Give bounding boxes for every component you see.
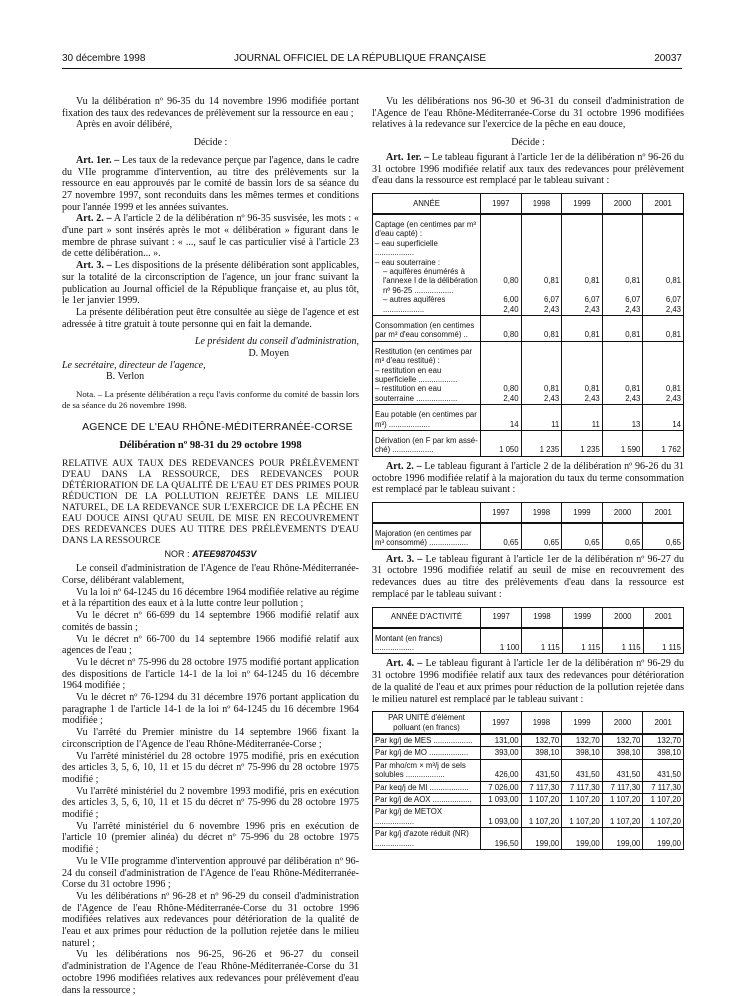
cell-value: 1 107,20 — [643, 806, 684, 828]
row-label: Par kg/j de MO .................. — [373, 747, 481, 759]
row-label: Par keq/j de MI .................. — [373, 781, 481, 793]
consideration-item: Vu le VIIe programme d'intervention approuvé par délibération nº 96-24 du conseil d'administration de l'Agence de l'eau Rhône-Méditerranée-Corse du 31 octobre 1996 ; — [62, 855, 359, 891]
row-label-line: – eau souterraine : — [375, 257, 441, 267]
cell-value: 393,00 — [481, 747, 522, 759]
cell-value-line: 0,81 — [625, 330, 641, 340]
column-header: 1998 — [522, 607, 562, 628]
cell-value-line: 2,43 — [544, 393, 560, 403]
cell-value: 1 093,00 — [481, 806, 522, 828]
column-header: ANNÉE D'ACTIVITÉ — [373, 607, 481, 628]
cell-value — [481, 315, 522, 341]
article-label: Art. 1er. – — [386, 151, 430, 163]
row-label-line: – aquifères énumérés à l'annexe I de la délibération nº 96-25 .................. — [383, 266, 478, 295]
cell-value-line: 0,81 — [625, 384, 641, 394]
row-label — [373, 405, 481, 431]
cell-value: 1 107,20 — [562, 806, 603, 828]
cell-value: 1 115 — [522, 628, 562, 654]
table-row — [373, 431, 684, 457]
article-3 — [372, 554, 684, 601]
column-header: 2000 — [602, 193, 643, 214]
article-text: Le tableau figurant à l'article 1er de la délibération nº 96-29 du 31 octobre 1996 modifiée relatif aux taux des redevances pour détérioration de la qualité de l'eau et aux primes pour réduction de la pollution rejetée dans le milieu naturel est remplacé par le tableau suivant : — [372, 658, 684, 705]
article-label: Art. 2. – — [386, 460, 422, 472]
cell-value — [562, 341, 603, 404]
cell-value: 398,10 — [602, 747, 643, 759]
cell-value — [602, 341, 643, 404]
row-label: Par kg/j de AOX .................. — [373, 794, 481, 806]
cell-value-line: 1 050 — [499, 445, 519, 455]
table-row — [373, 759, 684, 781]
cell-value: 1 107,20 — [602, 794, 643, 806]
running-header — [62, 53, 682, 67]
cell-value-line: 1 235 — [580, 445, 600, 455]
row-label-line: Captage (en centimes par m³ d'eau capté) : — [375, 219, 476, 239]
cell-value — [643, 405, 684, 431]
cell-value-line: 1 590 — [620, 445, 641, 455]
row-label — [373, 214, 481, 316]
cell-value — [602, 405, 643, 431]
cell-value-line: 6,07 — [544, 295, 560, 305]
cell-value-line — [605, 375, 641, 384]
column-header: 1999 — [562, 193, 603, 214]
table-collection-threshold — [372, 607, 684, 655]
nor-value: ATEE9870453V — [192, 548, 257, 559]
cell-value: 199,00 — [643, 828, 684, 850]
cell-value-line: 2,43 — [544, 304, 560, 314]
cell-value — [481, 431, 522, 457]
cell-value-line: 0,81 — [584, 384, 600, 394]
cell-value-line: 0,80 — [503, 276, 519, 286]
cell-value — [643, 214, 684, 316]
column-header: 1999 — [562, 502, 603, 523]
cell-value-line — [524, 286, 560, 295]
cell-value: 1 107,20 — [562, 794, 603, 806]
consideration-item: Vu les délibérations nos 96-25, 96-26 et 96-27 du conseil d'administration de l'Agence de l'eau Rhône-Méditerranée-Corse du 31 octobre 1996 modifiées relatives aux redevances pour prélèvement d'eau dans la ressource ; — [62, 949, 359, 996]
article-label: Art. 3. – — [76, 260, 112, 272]
article-label: Art. 2. – — [76, 213, 112, 225]
cell-value: 431,50 — [521, 759, 562, 781]
cell-value-line: 0,81 — [665, 384, 681, 394]
cell-value-line: 0,80 — [503, 384, 519, 394]
cell-value: 199,00 — [521, 828, 562, 850]
secretary-title-text: Le secrétaire, directeur de l'agence, — [62, 359, 206, 371]
cell-value-line: 11 — [551, 419, 560, 429]
secretary-name: B. Verlon — [106, 371, 145, 383]
row-label-line: Consommation (en centimes par m³ d'eau consommé) .. — [375, 320, 475, 340]
table-header-row — [373, 502, 684, 523]
signatory-name: D. Moyen — [248, 348, 289, 360]
article-text: Les taux de la redevance perçue par l'agence, dans le cadre du VIIe programme d'intervention, au titre des prélèvements sur la ressource en eau approuvés par le comité de bassin lors de sa séance du 27 novembre 1997, sont reconduits dans les mêmes termes et conditions pour l'année 1999 et les années suivantes. — [62, 154, 360, 213]
row-label: Par kg/j de METOX .................. — [373, 806, 481, 828]
table-row — [373, 628, 684, 654]
column-header: PAR UNITÉ d'élément polluant (en francs) — [373, 712, 481, 734]
row-label-line: Eau potable (en centimes par m³) ................... — [375, 410, 477, 429]
row-label-line: – eau superficielle .................. — [375, 238, 438, 258]
cell-value-line: 0,80 — [503, 330, 519, 340]
cell-value — [562, 405, 603, 431]
article-text: A l'article 2 de la délibération nº 96-35 susvisée, les mots : « d'une part » sont insérés après le mot « délibération » figurant dans le membre de phrase suivant : « ..., sauf le cas particulier visé à l'article 23 de cette délibération... ». — [62, 213, 359, 260]
cell-value-line: 0,81 — [544, 276, 560, 286]
cell-value — [602, 315, 643, 341]
column-header: ANNÉE — [373, 193, 481, 214]
cell-value: 1 115 — [603, 628, 643, 654]
cell-value-line: 0,81 — [665, 330, 681, 340]
table-row — [373, 315, 684, 341]
cell-value-line: 6,00 — [503, 295, 519, 305]
cell-value: 0,65 — [481, 523, 522, 549]
consideration-item: Vu l'arrêté ministériel du 28 octobre 1975 modifié, pris en exécution des articles 3, 5, 6, 10, 11 et 15 du décret nº 75-996 du 28 octobre 1975 modifié ; — [62, 750, 359, 785]
cell-value-line — [483, 267, 519, 276]
cell-value-line: 2,43 — [665, 393, 681, 403]
column-header: 1997 — [481, 502, 522, 523]
article-label: Art. 1er. – — [76, 154, 120, 166]
consideration-item: Le conseil d'administration de l'Agence de l'eau Rhône-Méditerranée-Corse, délibérant valablement, — [62, 563, 359, 586]
signatory-title-text: Le président du conseil d'administration, — [194, 336, 359, 348]
row-label — [373, 315, 481, 341]
signatory-title — [62, 336, 359, 348]
consideration-item: Vu l'arrêté ministériel du 2 novembre 1993 modifié, pris en exécution des articles 3, 5, 6, 10, 11 et 15 du décret nº 75-996 du 28 octobre 1975 modifié ; — [62, 785, 359, 821]
consideration-item: Vu les délibérations nº 96-28 et nº 96-29 du conseil d'administration de l'Agence de l'eau Rhône-Méditerranée-Corse du 31 octobre 1996 modifiées relatives aux redevances pour détérioration de la qualité de l'eau et aux primes pour réduction de la pollution rejetée dans le milieu naturel ; — [62, 890, 359, 949]
row-label-line: Restitution (en centimes par m³ d'eau restitué) : — [375, 346, 473, 366]
cell-value-line: 6,07 — [584, 295, 600, 305]
table-header-row — [373, 193, 684, 214]
right-column — [372, 96, 684, 854]
cell-value: 398,10 — [643, 747, 684, 759]
cell-value-line — [483, 286, 519, 295]
column-header: 2001 — [643, 712, 684, 734]
column-header: 2001 — [643, 193, 684, 214]
cell-value-line — [645, 375, 681, 384]
cell-value: 199,00 — [602, 828, 643, 850]
article-text: Les dispositions de la présente délibération sont applicables, sur la totalité de la circonscription de l'agence, un jour franc suivant la publication au Journal officiel de la République française et, au plus tôt, le 1er janvier 1999. — [62, 260, 360, 307]
cell-value-line — [564, 286, 600, 295]
cell-value: 131,00 — [481, 734, 522, 747]
header-page-number: 20037 — [654, 53, 682, 64]
row-label-line: Dérivation (en F par km assé-ché) ................... — [375, 436, 478, 455]
agency-heading: AGENCE DE L'EAU RHÔNE-MÉDITERRANÉE-CORSE — [82, 421, 353, 434]
cell-value-line: 6,07 — [625, 295, 641, 305]
nor-label: NOR : — [164, 548, 193, 559]
cell-value: 0,65 — [602, 523, 643, 549]
consideration-item: Vu le décret nº 75-996 du 28 octobre 1975 modifié portant application des dispositions de l'article 14-1 de la loi nº 64-1245 du 16 décembre 1964 modifiée ; — [62, 656, 359, 692]
paragraph: Vu les délibérations nos 96-30 et 96-31 du conseil d'administration de l'Agence de l'eau Rhône-Méditerranée-Corse du 31 octobre 1996 modifiées relatives à la redevance sur l'exercice de la pêche en eau douce, — [372, 96, 684, 131]
cell-value: 1 093,00 — [481, 794, 522, 806]
column-header: 1997 — [481, 607, 522, 628]
decide-heading: Décide : — [511, 137, 545, 149]
header-journal-title: JOURNAL OFFICIEL DE LA RÉPUBLIQUE FRANÇAISE — [234, 53, 487, 64]
cell-value-line — [605, 267, 641, 276]
cell-value — [643, 341, 684, 404]
table-row — [373, 806, 684, 828]
consideration-item: Vu l'arrêté du Premier ministre du 14 septembre 1966 fixant la circonscription de l'Agence de l'eau Rhône-Méditerranée-Corse ; — [62, 727, 359, 750]
cell-value: 0,65 — [521, 523, 562, 549]
header-rule — [62, 68, 682, 69]
cell-value: 426,00 — [481, 759, 522, 781]
column-header: 1999 — [562, 607, 602, 628]
cell-value: 7 026,00 — [481, 781, 522, 793]
paragraph: Après en avoir délibéré, — [76, 119, 173, 131]
cell-value: 1 107,20 — [521, 794, 562, 806]
cell-value: 398,10 — [562, 747, 603, 759]
row-label: Majoration (en centimes par m³ consommé) .................. — [373, 523, 481, 549]
cell-value-line: 6,07 — [665, 295, 681, 305]
row-label-line: – restitution en eau souterraine ................... — [375, 384, 458, 403]
column-header: 1998 — [521, 193, 562, 214]
cell-value: 7 117,30 — [602, 781, 643, 793]
article-3 — [62, 260, 359, 307]
row-label: Montant (en francs) .................. — [373, 628, 481, 654]
cell-value — [602, 214, 643, 316]
cell-value — [602, 431, 643, 457]
column-header: 1998 — [521, 712, 562, 734]
cell-value-line — [645, 286, 681, 295]
cell-value-line: 2,40 — [503, 393, 519, 403]
cell-value: 431,50 — [602, 759, 643, 781]
considerations-list — [62, 563, 359, 996]
column-header: 2000 — [602, 502, 643, 523]
cell-value-line: 2,43 — [625, 393, 641, 403]
article-2 — [372, 461, 684, 496]
article-text: Le tableau figurant à l'article 1er de la délibération nº 96-26 du 31 octobre 1996 modifiée relatif aux taux des redevances pour prélèvement d'eau dans la ressource est remplacé par le tableau suivant : — [372, 151, 685, 187]
cell-value-line: 0,81 — [544, 384, 560, 394]
cell-value — [481, 214, 522, 316]
cell-value-line: 11 — [591, 419, 600, 429]
cell-value-line — [605, 286, 641, 295]
cell-value: 1 107,20 — [602, 806, 643, 828]
consideration-item: Vu le décret nº 66-700 du 14 septembre 1966 modifié relatif aux agences de l'eau ; — [62, 633, 359, 657]
cell-value: 7 117,30 — [643, 781, 684, 793]
secretary-title — [62, 360, 359, 372]
deliberation-title: Délibération nº 98-31 du 29 octobre 1998 — [119, 439, 302, 451]
table-row — [373, 214, 684, 316]
cell-value: 199,00 — [562, 828, 603, 850]
consideration-item: Vu le décret nº 66-699 du 14 septembre 1966 modifié relatif aux comités de bassin ; — [62, 610, 359, 633]
cell-value — [521, 431, 562, 457]
paragraph: Vu la délibération nº 96-35 du 14 novembre 1996 modifiée portant fixation des taux des redevances de prélèvement sur la ressource en eau ; — [62, 96, 359, 119]
article-1 — [372, 152, 684, 187]
cell-value-line — [524, 375, 560, 384]
cell-value — [521, 405, 562, 431]
cell-value-line: 0,81 — [544, 330, 560, 340]
row-label — [373, 431, 481, 457]
column-header: 2001 — [643, 502, 684, 523]
consideration-item: Vu l'arrêté ministériel du 6 novembre 1996 pris en exécution de l'article 10 (premier alinéa) du décret nº 75-996 du 28 octobre 1975 modifié ; — [62, 820, 359, 856]
cell-value-line: 2,40 — [503, 304, 519, 314]
column-header: 1997 — [481, 712, 522, 734]
row-label: Par mho/cm × m³/j de sels solubles .................. — [373, 759, 481, 781]
cell-value: 132,70 — [521, 734, 562, 747]
table-row — [373, 405, 684, 431]
table-pollution-rates — [372, 711, 684, 850]
article-label: Art. 4. – — [386, 658, 423, 670]
cell-value-line: 0,81 — [625, 276, 641, 286]
cell-value: 1 107,20 — [521, 806, 562, 828]
deliberation-subject: RELATIVE AUX TAUX DES REDEVANCES POUR PRÉLÈVEMENT D'EAU DANS LA RESSOURCE, DES REDEVANCES POUR DÉTÉRIORATION DE LA QUALITÉ DE L'EAU ET DES PRIMES POUR RÉDUCTION DE LA POLLUTION REJETÉE DANS LE MILIEU NATUREL, DE LA REDEVANCE SUR L'EXERCICE DE LA PÊCHE EN EAU DOUCE AINSI QU'AU SEUIL DE MISE EN RECOUVREMENT DES REDEVANCES DUES AU TITRE DES PRÉLÈVEMENTS D'EAU DANS LA RESSOURCE — [62, 457, 359, 546]
consideration-item: Vu la loi nº 64-1245 du 16 décembre 1964 modifiée relative au régime et à la répartition des eaux et à la lutte contre leur pollution ; — [62, 586, 359, 610]
cell-value-line — [564, 267, 600, 276]
column-header — [373, 502, 481, 523]
cell-value — [521, 315, 562, 341]
cell-value: 1 100 — [481, 628, 522, 654]
cell-value-line — [645, 267, 681, 276]
cell-value-line: 0,81 — [584, 330, 600, 340]
cell-value-line — [483, 375, 519, 384]
article-text: Le tableau figurant à l'article 1er de la délibération nº 96-27 du 31 octobre 1996 modifiée relatif au seuil de mise en recouvrement des redevances dues au titre des prélèvements d'eau dans la ressource est remplacé par le tableau suivant : — [372, 553, 684, 600]
column-header: 2000 — [602, 712, 643, 734]
cell-value — [521, 341, 562, 404]
cell-value: 1 107,20 — [643, 794, 684, 806]
cell-value: 0,65 — [562, 523, 603, 549]
table-row — [373, 794, 684, 806]
cell-value — [643, 431, 684, 457]
cell-value — [562, 315, 603, 341]
table-row — [373, 828, 684, 850]
row-label — [373, 341, 481, 404]
cell-value-line: 2,43 — [584, 304, 600, 314]
table-row — [373, 747, 684, 759]
cell-value: 431,50 — [562, 759, 603, 781]
cell-value-line: 14 — [672, 419, 681, 429]
cell-value-line: 13 — [631, 419, 641, 429]
cell-value: 398,10 — [521, 747, 562, 759]
cell-value: 132,70 — [643, 734, 684, 747]
cell-value: 1 115 — [562, 628, 602, 654]
table-consumption-surcharge — [372, 502, 684, 550]
column-header: 1998 — [521, 502, 562, 523]
row-label-line: – restitution en eau superficielle .................. — [375, 365, 458, 385]
cell-value — [481, 341, 522, 404]
article-label: Art. 3. – — [386, 553, 423, 565]
header-date: 30 décembre 1998 — [62, 53, 146, 64]
article-2 — [62, 213, 359, 260]
column-header: 1997 — [481, 193, 522, 214]
column-header: 2001 — [643, 607, 683, 628]
table-header-row — [373, 712, 684, 734]
nor-reference — [62, 549, 359, 561]
decide-heading: Décide : — [193, 137, 228, 149]
cell-value-line: 14 — [509, 419, 519, 429]
row-label: Par kg/j de MES .................. — [373, 734, 481, 747]
cell-value: 0,65 — [643, 523, 684, 549]
cell-value — [481, 405, 522, 431]
cell-value — [643, 315, 684, 341]
cell-value-line: 2,43 — [665, 304, 681, 314]
row-label: Par kg/j d'azote réduit (NR) .................. — [373, 828, 481, 850]
table-row — [373, 523, 684, 549]
paragraph: La présente délibération peut être consultée au siège de l'agence et est adressée à titre gratuit à toute personne qui en fait la demande. — [62, 306, 359, 330]
table-row — [373, 734, 684, 747]
article-4 — [372, 658, 684, 705]
cell-value-line: 0,81 — [665, 276, 681, 286]
cell-value: 431,50 — [643, 759, 684, 781]
table-row — [373, 781, 684, 793]
table-row — [373, 341, 684, 404]
consideration-item: Vu le décret nº 76-1294 du 31 décembre 1976 portant application du paragraphe 1 de l'article 14-1 de la loi nº 64-1245 du 16 décembre 1964 modifiée ; — [62, 692, 359, 727]
cell-value: 132,70 — [562, 734, 603, 747]
cell-value-line — [564, 375, 600, 384]
table-header-row — [373, 607, 684, 628]
row-label-line: – autres aquifères ................... — [383, 295, 446, 314]
cell-value — [562, 214, 603, 316]
column-header: 1999 — [562, 712, 603, 734]
cell-value-line: 2,43 — [584, 393, 600, 403]
article-1 — [62, 155, 359, 214]
cell-value: 1 115 — [643, 628, 683, 654]
left-column — [62, 96, 359, 996]
cell-value-line: 0,81 — [584, 276, 600, 286]
cell-value — [562, 431, 603, 457]
cell-value-line: 1 235 — [539, 445, 560, 455]
cell-value-line — [524, 267, 560, 276]
cell-value-line: 1 762 — [661, 445, 681, 455]
cell-value — [521, 214, 562, 316]
cell-value: 196,50 — [481, 828, 522, 850]
table-withdrawal-rates — [372, 193, 684, 457]
cell-value: 7 117,30 — [562, 781, 603, 793]
column-header: 2000 — [603, 607, 643, 628]
article-text: Le tableau figurant à l'article 2 de la délibération nº 96-26 du 31 octobre 1996 modifiée relatif à la majoration du taux du terme consommation est remplacé par le tableau suivant : — [372, 460, 684, 496]
cell-value: 132,70 — [602, 734, 643, 747]
cell-value: 7 117,30 — [521, 781, 562, 793]
cell-value-line: 2,43 — [625, 304, 641, 314]
nota: Nota. – La présente délibération a reçu l'avis conforme du comité de bassin lors de sa séance du 26 novembre 1998. — [62, 389, 359, 410]
